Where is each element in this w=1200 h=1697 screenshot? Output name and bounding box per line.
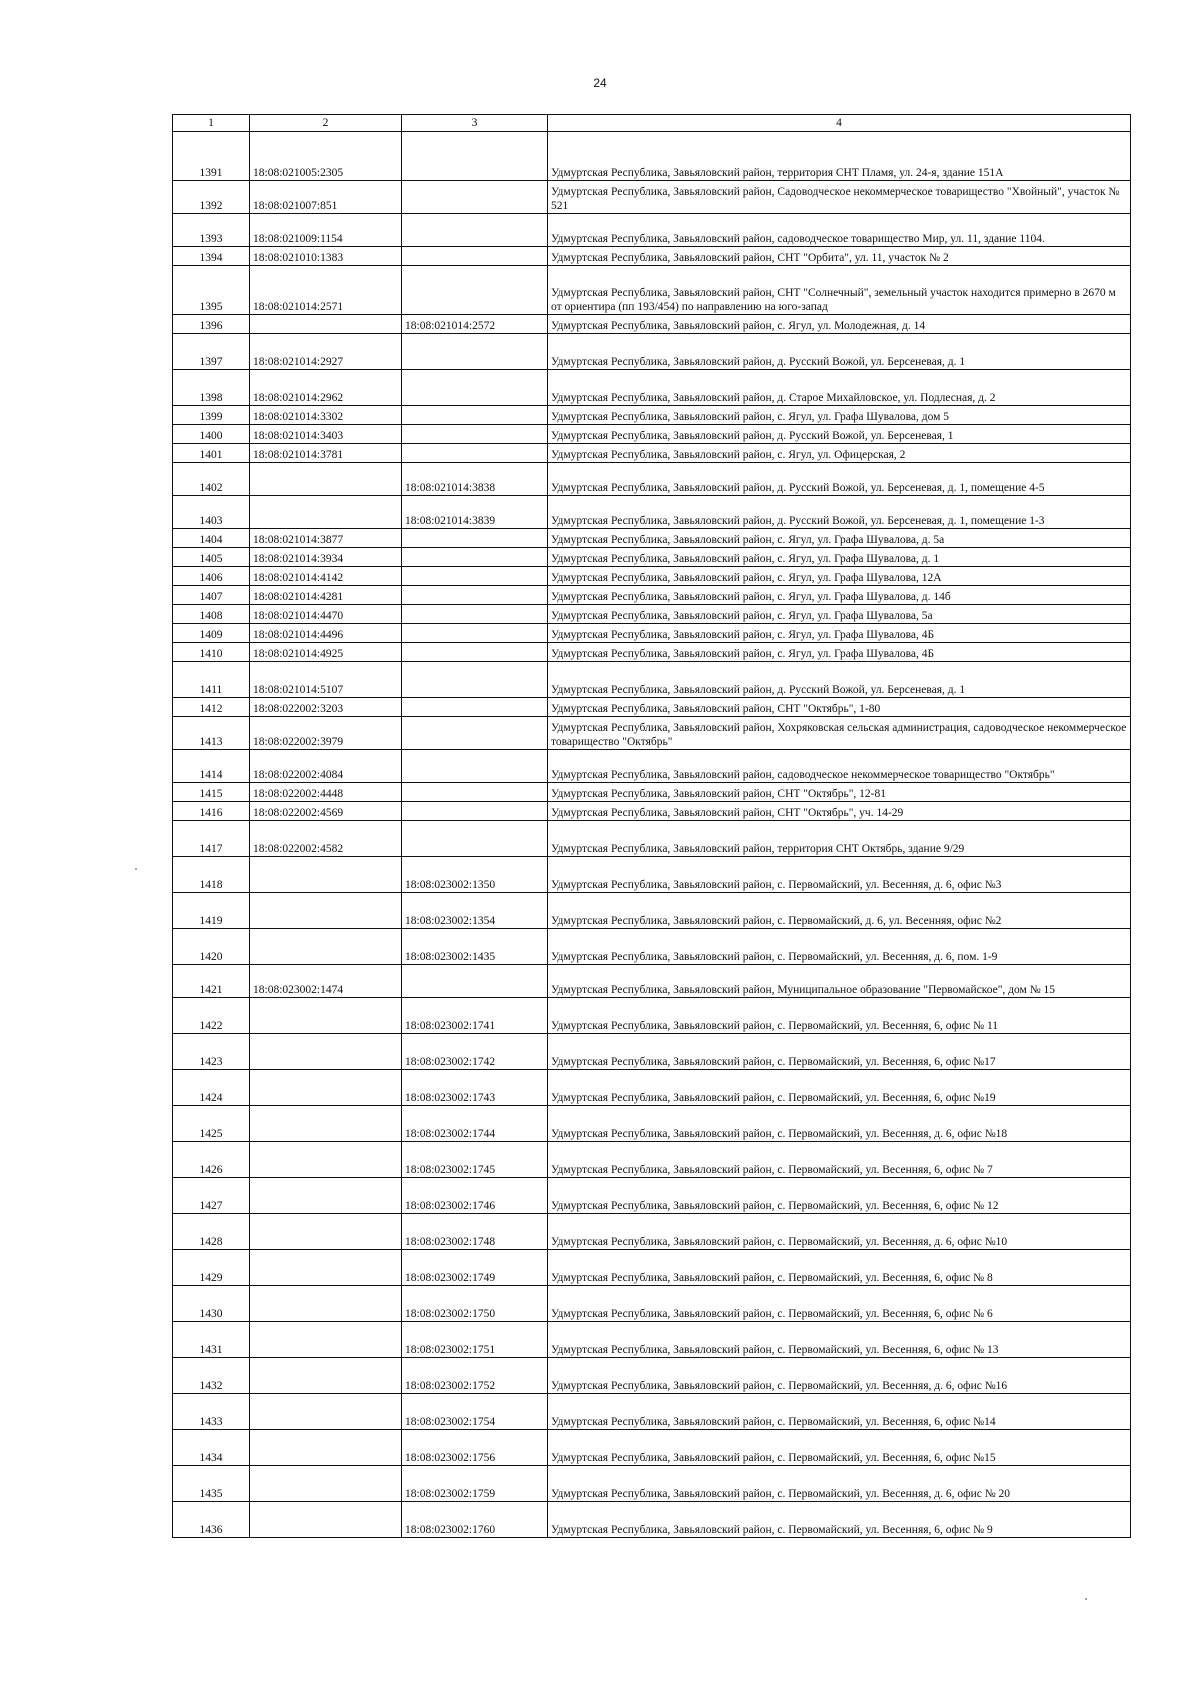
table-row [173, 463, 1131, 496]
table-row [173, 1106, 1131, 1142]
table-row [173, 965, 1131, 998]
building-cadastral-number-cell [402, 662, 548, 698]
cadastral-number-cell [250, 1502, 402, 1538]
cadastral-number-cell: 18:08:021014:3403 [250, 425, 402, 444]
row-number-cell: 1411 [173, 662, 250, 698]
row-number-cell: 1407 [173, 586, 250, 605]
table-row [173, 662, 1131, 698]
table-row [173, 857, 1131, 893]
row-number-cell: 1416 [173, 802, 250, 821]
column-header-3: 3 [402, 115, 548, 132]
address-cell: Удмуртская Республика, Завьяловский район, СНТ "Октябрь", 12-81 [548, 783, 1131, 802]
cadastral-number-cell: 18:08:022002:4569 [250, 802, 402, 821]
row-number-cell: 1403 [173, 496, 250, 529]
column-header-2: 2 [250, 115, 402, 132]
building-cadastral-number-cell [402, 548, 548, 567]
row-number-cell: 1430 [173, 1286, 250, 1322]
cadastral-number-cell [250, 893, 402, 929]
table-row [173, 132, 1131, 181]
row-number-cell: 1410 [173, 643, 250, 662]
table-row [173, 1286, 1131, 1322]
building-cadastral-number-cell: 18:08:021014:3838 [402, 463, 548, 496]
building-cadastral-number-cell: 18:08:023002:1741 [402, 998, 548, 1034]
cadastral-number-cell: 18:08:021010:1383 [250, 247, 402, 266]
cadastral-number-cell: 18:08:021014:3302 [250, 406, 402, 425]
table-row [173, 929, 1131, 965]
building-cadastral-number-cell [402, 334, 548, 370]
table-row [173, 406, 1131, 425]
building-cadastral-number-cell: 18:08:023002:1742 [402, 1034, 548, 1070]
address-cell: Удмуртская Республика, Завьяловский район, СНТ "Октябрь", уч. 14-29 [548, 802, 1131, 821]
address-cell: Удмуртская Республика, Завьяловский район, Хохряковская сельская администрация, садоводческое некоммерческое товарищество "Октябрь" [548, 717, 1131, 750]
column-header-1: 1 [173, 115, 250, 132]
row-number-cell: 1400 [173, 425, 250, 444]
row-number-cell: 1419 [173, 893, 250, 929]
row-number-cell: 1395 [173, 266, 250, 315]
row-number-cell: 1425 [173, 1106, 250, 1142]
cadastral-number-cell: 18:08:022002:3979 [250, 717, 402, 750]
row-number-cell: 1394 [173, 247, 250, 266]
table-row [173, 1178, 1131, 1214]
cadastral-number-cell: 18:08:021014:4496 [250, 624, 402, 643]
address-cell: Удмуртская Республика, Завьяловский район, с. Ягул, ул. Графа Шувалова, 12А [548, 567, 1131, 586]
address-cell: Удмуртская Республика, Завьяловский район, Муниципальное образование "Первомайское", дом № 15 [548, 965, 1131, 998]
address-cell: Удмуртская Республика, Завьяловский район, с. Первомайский, ул. Весенняя, 6, офис № 12 [548, 1178, 1131, 1214]
cadastral-number-cell [250, 1142, 402, 1178]
row-number-cell: 1398 [173, 370, 250, 406]
table-row [173, 717, 1131, 750]
building-cadastral-number-cell: 18:08:023002:1746 [402, 1178, 548, 1214]
address-cell: Удмуртская Республика, Завьяловский район, с. Первомайский, ул. Весенняя, 6, офис №17 [548, 1034, 1131, 1070]
address-cell: Удмуртская Республика, Завьяловский район, с. Первомайский, ул. Весенняя, 6, офис № 8 [548, 1250, 1131, 1286]
address-cell: Удмуртская Республика, Завьяловский район, с. Первомайский, ул. Весенняя, 6, офис №14 [548, 1394, 1131, 1430]
cadastral-number-cell: 18:08:022002:4582 [250, 821, 402, 857]
row-number-cell: 1412 [173, 698, 250, 717]
table-row [173, 821, 1131, 857]
table-row [173, 893, 1131, 929]
scan-speck [135, 868, 137, 870]
address-cell: Удмуртская Республика, Завьяловский район, с. Первомайский, ул. Весенняя, д. 6, офис №18 [548, 1106, 1131, 1142]
cadastral-number-cell: 18:08:021014:5107 [250, 662, 402, 698]
building-cadastral-number-cell: 18:08:023002:1754 [402, 1394, 548, 1430]
address-cell: Удмуртская Республика, Завьяловский район, с. Ягул, ул. Графа Шувалова, 4Б [548, 624, 1131, 643]
cadastral-number-cell [250, 929, 402, 965]
building-cadastral-number-cell [402, 802, 548, 821]
row-number-cell: 1429 [173, 1250, 250, 1286]
building-cadastral-number-cell: 18:08:023002:1760 [402, 1502, 548, 1538]
table-row [173, 529, 1131, 548]
building-cadastral-number-cell [402, 698, 548, 717]
cadastral-number-cell: 18:08:021005:2305 [250, 132, 402, 181]
table-row [173, 1250, 1131, 1286]
table-row [173, 698, 1131, 717]
building-cadastral-number-cell: 18:08:021014:3839 [402, 496, 548, 529]
building-cadastral-number-cell [402, 247, 548, 266]
address-cell: Удмуртская Республика, Завьяловский район, д. Старое Михайловское, ул. Подлесная, д. 2 [548, 370, 1131, 406]
row-number-cell: 1426 [173, 1142, 250, 1178]
address-cell: Удмуртская Республика, Завьяловский район, с. Первомайский, ул. Весенняя, д. 6, офис №10 [548, 1214, 1131, 1250]
address-cell: Удмуртская Республика, Завьяловский район, с. Первомайский, ул. Весенняя, д. 6, офис № 20 [548, 1466, 1131, 1502]
address-cell: Удмуртская Республика, Завьяловский район, СНТ "Октябрь", 1-80 [548, 698, 1131, 717]
table-row [173, 1070, 1131, 1106]
building-cadastral-number-cell [402, 266, 548, 315]
address-cell: Удмуртская Республика, Завьяловский район, с. Ягул, ул. Графа Шувалова, д. 1 [548, 548, 1131, 567]
cadastral-number-cell: 18:08:021014:4470 [250, 605, 402, 624]
address-cell: Удмуртская Республика, Завьяловский район, с. Первомайский, ул. Весенняя, 6, офис № 9 [548, 1502, 1131, 1538]
building-cadastral-number-cell: 18:08:023002:1745 [402, 1142, 548, 1178]
building-cadastral-number-cell [402, 750, 548, 783]
address-cell: Удмуртская Республика, Завьяловский район, с. Ягул, ул. Офицерская, 2 [548, 444, 1131, 463]
table-row [173, 1214, 1131, 1250]
cadastral-number-cell [250, 1178, 402, 1214]
row-number-cell: 1405 [173, 548, 250, 567]
table-row [173, 496, 1131, 529]
table-row [173, 1142, 1131, 1178]
address-cell: Удмуртская Республика, Завьяловский район, Садоводческое некоммерческое товарищество "Хвойный", участок № 521 [548, 181, 1131, 214]
cadastral-registry-table [172, 114, 1131, 1538]
cadastral-number-cell [250, 463, 402, 496]
address-cell: Удмуртская Республика, Завьяловский район, с. Первомайский, ул. Весенняя, д. 6, офис №3 [548, 857, 1131, 893]
cadastral-number-cell [250, 1430, 402, 1466]
address-cell: Удмуртская Республика, Завьяловский район, д. Русский Вожой, ул. Берсеневая, д. 1, помещение 4-5 [548, 463, 1131, 496]
row-number-cell: 1396 [173, 315, 250, 334]
row-number-cell: 1413 [173, 717, 250, 750]
cadastral-number-cell: 18:08:022002:3203 [250, 698, 402, 717]
row-number-cell: 1392 [173, 181, 250, 214]
address-cell: Удмуртская Республика, Завьяловский район, СНТ "Орбита", ул. 11, участок № 2 [548, 247, 1131, 266]
table-row [173, 567, 1131, 586]
table-row [173, 370, 1131, 406]
cadastral-number-cell: 18:08:021014:4142 [250, 567, 402, 586]
building-cadastral-number-cell [402, 425, 548, 444]
row-number-cell: 1435 [173, 1466, 250, 1502]
address-cell: Удмуртская Республика, Завьяловский район, с. Первомайский, ул. Весенняя, 6, офис №19 [548, 1070, 1131, 1106]
table-row [173, 750, 1131, 783]
address-cell: Удмуртская Республика, Завьяловский район, с. Первомайский, ул. Весенняя, 6, офис № 11 [548, 998, 1131, 1034]
cadastral-number-cell: 18:08:021014:2962 [250, 370, 402, 406]
cadastral-number-cell [250, 1106, 402, 1142]
building-cadastral-number-cell [402, 444, 548, 463]
cadastral-number-cell [250, 1466, 402, 1502]
row-number-cell: 1415 [173, 783, 250, 802]
page-number: 24 [593, 76, 607, 90]
row-number-cell: 1428 [173, 1214, 250, 1250]
table-row [173, 425, 1131, 444]
table-row [173, 1034, 1131, 1070]
building-cadastral-number-cell [402, 624, 548, 643]
building-cadastral-number-cell: 18:08:021014:2572 [402, 315, 548, 334]
row-number-cell: 1431 [173, 1322, 250, 1358]
cadastral-number-cell: 18:08:022002:4448 [250, 783, 402, 802]
table-row [173, 1358, 1131, 1394]
row-number-cell: 1421 [173, 965, 250, 998]
address-cell: Удмуртская Республика, Завьяловский район, с. Ягул, ул. Графа Шувалова, 5а [548, 605, 1131, 624]
address-cell: Удмуртская Республика, Завьяловский район, с. Ягул, ул. Графа Шувалова, дом 5 [548, 406, 1131, 425]
building-cadastral-number-cell [402, 605, 548, 624]
row-number-cell: 1432 [173, 1358, 250, 1394]
building-cadastral-number-cell [402, 132, 548, 181]
building-cadastral-number-cell [402, 214, 548, 247]
address-cell: Удмуртская Республика, Завьяловский район, с. Первомайский, ул. Весенняя, 6, офис № 6 [548, 1286, 1131, 1322]
table-row [173, 548, 1131, 567]
table-row [173, 444, 1131, 463]
cadastral-number-cell [250, 1214, 402, 1250]
cadastral-number-cell [250, 857, 402, 893]
table-row [173, 266, 1131, 315]
cadastral-number-cell [250, 496, 402, 529]
cadastral-number-cell: 18:08:021009:1154 [250, 214, 402, 247]
row-number-cell: 1404 [173, 529, 250, 548]
cadastral-number-cell [250, 998, 402, 1034]
row-number-cell: 1434 [173, 1430, 250, 1466]
cadastral-number-cell [250, 1322, 402, 1358]
building-cadastral-number-cell: 18:08:023002:1749 [402, 1250, 548, 1286]
table-row [173, 334, 1131, 370]
row-number-cell: 1409 [173, 624, 250, 643]
building-cadastral-number-cell [402, 965, 548, 998]
row-number-cell: 1391 [173, 132, 250, 181]
row-number-cell: 1427 [173, 1178, 250, 1214]
address-cell: Удмуртская Республика, Завьяловский район, с. Ягул, ул. Графа Шувалова, д. 14б [548, 586, 1131, 605]
table-row [173, 214, 1131, 247]
building-cadastral-number-cell [402, 567, 548, 586]
building-cadastral-number-cell: 18:08:023002:1759 [402, 1466, 548, 1502]
column-header-4: 4 [548, 115, 1131, 132]
table-row [173, 802, 1131, 821]
building-cadastral-number-cell [402, 406, 548, 425]
scan-speck [1085, 1598, 1087, 1600]
cadastral-number-cell: 18:08:021014:3877 [250, 529, 402, 548]
building-cadastral-number-cell: 18:08:023002:1756 [402, 1430, 548, 1466]
row-number-cell: 1423 [173, 1034, 250, 1070]
cadastral-number-cell: 18:08:023002:1474 [250, 965, 402, 998]
table-row [173, 1322, 1131, 1358]
building-cadastral-number-cell [402, 529, 548, 548]
table-row [173, 783, 1131, 802]
address-cell: Удмуртская Республика, Завьяловский район, д. Русский Вожой, ул. Берсеневая, д. 1 [548, 334, 1131, 370]
building-cadastral-number-cell: 18:08:023002:1435 [402, 929, 548, 965]
cadastral-number-cell: 18:08:021014:2927 [250, 334, 402, 370]
row-number-cell: 1401 [173, 444, 250, 463]
address-cell: Удмуртская Республика, Завьяловский район, с. Первомайский, ул. Весенняя, 6, офис № 7 [548, 1142, 1131, 1178]
cadastral-number-cell [250, 1286, 402, 1322]
table-row [173, 624, 1131, 643]
address-cell: Удмуртская Республика, Завьяловский район, территория СНТ Пламя, ул. 24-я, здание 151А [548, 132, 1131, 181]
row-number-cell: 1433 [173, 1394, 250, 1430]
building-cadastral-number-cell [402, 821, 548, 857]
row-number-cell: 1414 [173, 750, 250, 783]
cadastral-number-cell: 18:08:022002:4084 [250, 750, 402, 783]
address-cell: Удмуртская Республика, Завьяловский район, д. Русский Вожой, ул. Берсеневая, д. 1, помещение 1-3 [548, 496, 1131, 529]
building-cadastral-number-cell [402, 586, 548, 605]
building-cadastral-number-cell: 18:08:023002:1354 [402, 893, 548, 929]
address-cell: Удмуртская Республика, Завьяловский район, садоводческое некоммерческое товарищество "Октябрь" [548, 750, 1131, 783]
row-number-cell: 1402 [173, 463, 250, 496]
building-cadastral-number-cell [402, 783, 548, 802]
building-cadastral-number-cell [402, 643, 548, 662]
table-row [173, 247, 1131, 266]
cadastral-number-cell: 18:08:021007:851 [250, 181, 402, 214]
row-number-cell: 1406 [173, 567, 250, 586]
table-row [173, 1430, 1131, 1466]
building-cadastral-number-cell [402, 370, 548, 406]
row-number-cell: 1424 [173, 1070, 250, 1106]
cadastral-number-cell: 18:08:021014:4925 [250, 643, 402, 662]
building-cadastral-number-cell [402, 181, 548, 214]
address-cell: Удмуртская Республика, Завьяловский район, с. Первомайский, ул. Весенняя, д. 6, офис №16 [548, 1358, 1131, 1394]
address-cell: Удмуртская Республика, Завьяловский район, СНТ "Солнечный", земельный участок находится примерно в 2670 м от ориентира (пп 193/454) по направлению на юго-запад [548, 266, 1131, 315]
building-cadastral-number-cell: 18:08:023002:1752 [402, 1358, 548, 1394]
building-cadastral-number-cell: 18:08:023002:1350 [402, 857, 548, 893]
table-row [173, 1466, 1131, 1502]
address-cell: Удмуртская Республика, Завьяловский район, с. Первомайский, ул. Весенняя, д. 6, пом. 1-9 [548, 929, 1131, 965]
cadastral-number-cell: 18:08:021014:3781 [250, 444, 402, 463]
cadastral-number-cell [250, 1070, 402, 1106]
table-row [173, 181, 1131, 214]
address-cell: Удмуртская Республика, Завьяловский район, садоводческое товарищество Мир, ул. 11, здание 1104. [548, 214, 1131, 247]
table-body [173, 132, 1131, 1538]
table-row [173, 643, 1131, 662]
table-row [173, 998, 1131, 1034]
row-number-cell: 1418 [173, 857, 250, 893]
cadastral-number-cell [250, 1034, 402, 1070]
building-cadastral-number-cell [402, 717, 548, 750]
building-cadastral-number-cell: 18:08:023002:1748 [402, 1214, 548, 1250]
address-cell: Удмуртская Республика, Завьяловский район, с. Ягул, ул. Молодежная, д. 14 [548, 315, 1131, 334]
building-cadastral-number-cell: 18:08:023002:1743 [402, 1070, 548, 1106]
row-number-cell: 1417 [173, 821, 250, 857]
cadastral-number-cell [250, 1250, 402, 1286]
table-row [173, 586, 1131, 605]
cadastral-number-cell [250, 315, 402, 334]
cadastral-number-cell: 18:08:021014:4281 [250, 586, 402, 605]
address-cell: Удмуртская Республика, Завьяловский район, д. Русский Вожой, ул. Берсеневая, д. 1 [548, 662, 1131, 698]
cadastral-number-cell [250, 1394, 402, 1430]
cadastral-number-cell [250, 1358, 402, 1394]
row-number-cell: 1420 [173, 929, 250, 965]
address-cell: Удмуртская Республика, Завьяловский район, с. Первомайский, ул. Весенняя, 6, офис № 13 [548, 1322, 1131, 1358]
row-number-cell: 1436 [173, 1502, 250, 1538]
table-header-row [173, 115, 1131, 132]
building-cadastral-number-cell: 18:08:023002:1751 [402, 1322, 548, 1358]
address-cell: Удмуртская Республика, Завьяловский район, территория СНТ Октябрь, здание 9/29 [548, 821, 1131, 857]
table-row [173, 315, 1131, 334]
building-cadastral-number-cell: 18:08:023002:1744 [402, 1106, 548, 1142]
table-row [173, 1502, 1131, 1538]
address-cell: Удмуртская Республика, Завьяловский район, с. Первомайский, д. 6, ул. Весенняя, офис №2 [548, 893, 1131, 929]
row-number-cell: 1399 [173, 406, 250, 425]
table-row [173, 1394, 1131, 1430]
row-number-cell: 1408 [173, 605, 250, 624]
row-number-cell: 1422 [173, 998, 250, 1034]
building-cadastral-number-cell: 18:08:023002:1750 [402, 1286, 548, 1322]
cadastral-number-cell: 18:08:021014:3934 [250, 548, 402, 567]
address-cell: Удмуртская Республика, Завьяловский район, с. Ягул, ул. Графа Шувалова, 4Б [548, 643, 1131, 662]
address-cell: Удмуртская Республика, Завьяловский район, д. Русский Вожой, ул. Берсеневая, 1 [548, 425, 1131, 444]
table-row [173, 605, 1131, 624]
cadastral-number-cell: 18:08:021014:2571 [250, 266, 402, 315]
address-cell: Удмуртская Республика, Завьяловский район, с. Первомайский, ул. Весенняя, 6, офис №15 [548, 1430, 1131, 1466]
address-cell: Удмуртская Республика, Завьяловский район, с. Ягул, ул. Графа Шувалова, д. 5а [548, 529, 1131, 548]
row-number-cell: 1393 [173, 214, 250, 247]
row-number-cell: 1397 [173, 334, 250, 370]
